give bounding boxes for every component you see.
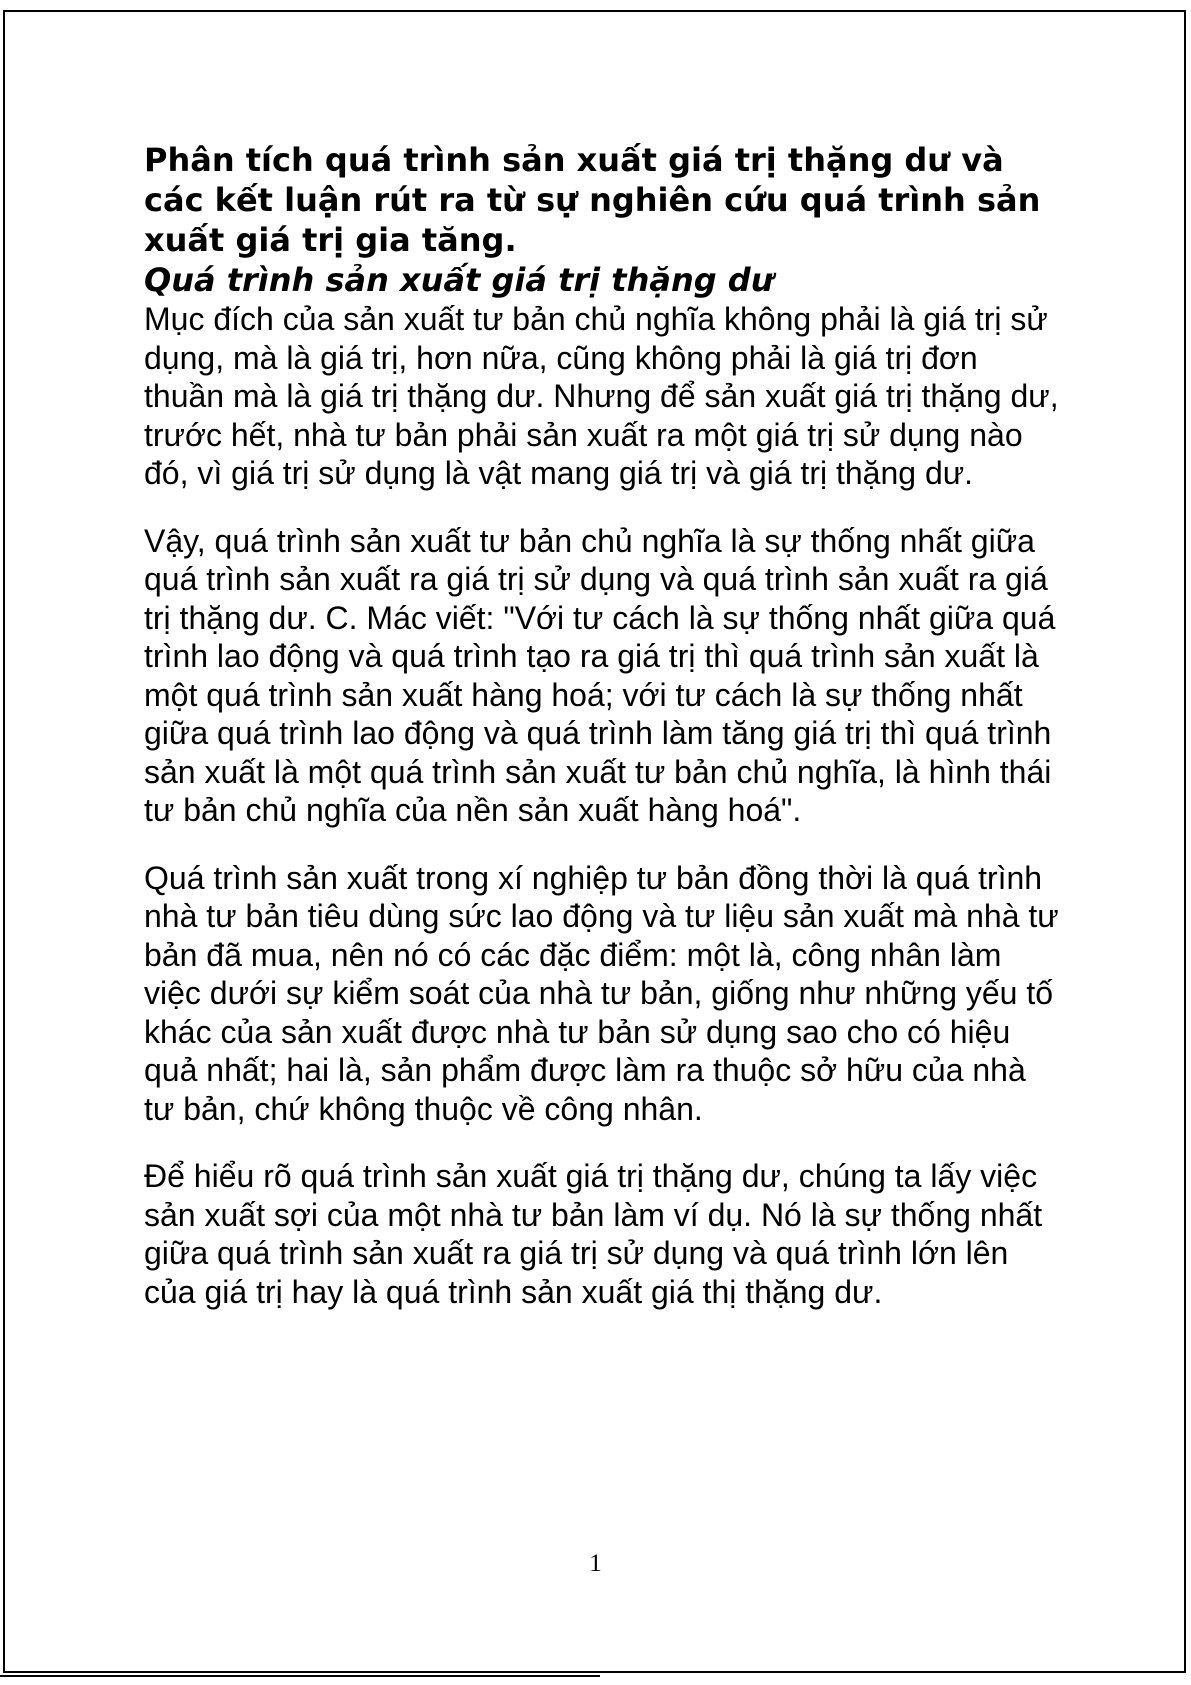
paragraph: Để hiểu rõ quá trình sản xuất giá trị thặng dư, chúng ta lấy việc sản xuất sợi của một nhà tư bản làm ví dụ. Nó là sự thống nhất giữa quá trình sản xuất ra giá trị sử dụng và quá trình lớn lên của giá trị hay là quá trình sản xuất giá thị thặng dư. bbox=[144, 1158, 1043, 1310]
paragraph: Vậy, quá trình sản xuất tư bản chủ nghĩa là sự thống nhất giữa quá trình sản xuất ra giá trị sử dụng và quá trình sản xuất ra giá trị thặng dư. C. Mác viết: "Với tư cách là sự thống nhất giữa quá trình lao động và quá trình tạo ra giá trị thì quá trình sản xuất là một quá trình sản xuất hàng hoá; với tư cách là sự thống nhất giữa quá trình lao động và quá trình làm tăng giá trị thì quá trình sản xuất là một quá trình sản xuất tư bản chủ nghĩa, là hình thái tư bản chủ nghĩa của nền sản xuất hàng hoá". bbox=[144, 522, 1056, 828]
paragraph: Quá trình sản xuất trong xí nghiệp tư bản đồng thời là quá trình nhà tư bản tiêu dùng sức lao động và tư liệu sản xuất mà nhà tư bản đã mua, nên nó có các đặc điểm: một là, công nhân làm việc dưới sự kiểm soát của nhà tư bản, giống như những yếu tố khác của sản xuất được nhà tư bản sử dụng sao cho có hiệu quả nhất; hai là, sản phẩm được làm ra thuộc sở hữu của nhà tư bản, chứ không thuộc về công nhân. bbox=[144, 859, 1059, 1127]
paragraph: Mục đích của sản xuất tư bản chủ nghĩa không phải là giá trị sử dụng, mà là giá trị, hơn nữa, cũng không phải là giá trị đơn thuần mà là giá trị thặng dư. Nhưng để sản xuất giá trị thặng dư, trước hết, nhà tư bản phải sản xuất ra một giá trị sử dụng nào đó, vì giá trị sử dụng là vật mang giá trị và giá trị thặng dư. bbox=[144, 301, 1059, 491]
document-title: Phân tích quá trình sản xuất giá trị thặng dư và các kết luận rút ra từ sự nghiên cứu quá trình sản xuất giá trị gia tăng. bbox=[144, 141, 1041, 259]
section-heading: Quá trình sản xuất giá trị thặng dư bbox=[144, 261, 774, 299]
page-bottom-divider bbox=[0, 1675, 600, 1677]
page-number: 1 bbox=[589, 1550, 602, 1577]
document-body bbox=[144, 140, 1064, 1340]
